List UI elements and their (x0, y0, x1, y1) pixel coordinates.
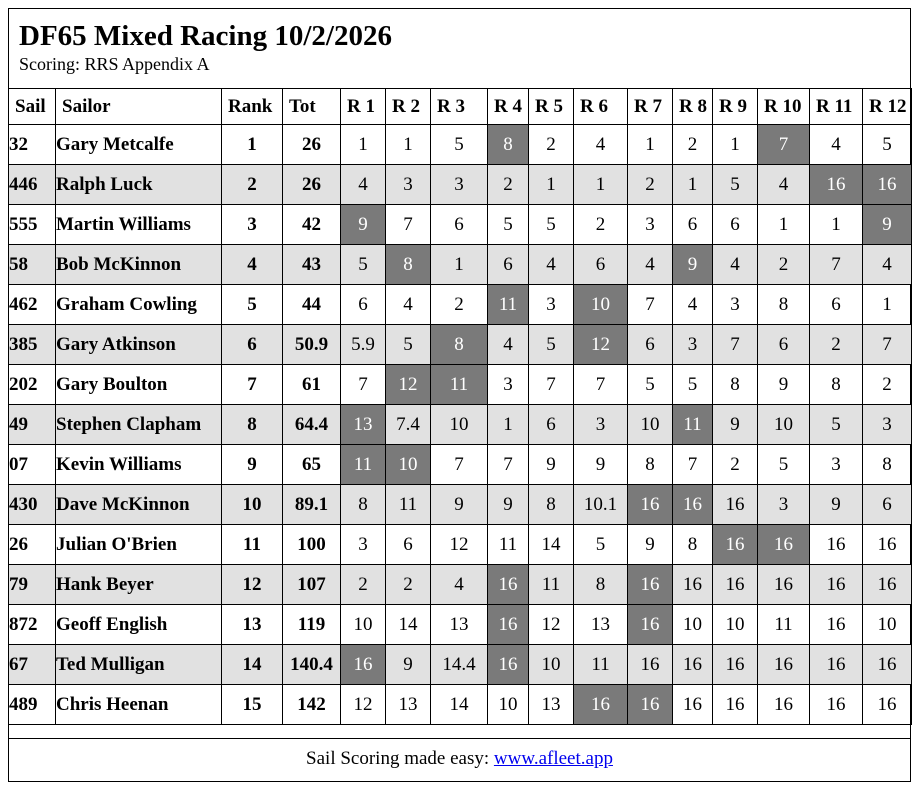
race-score-cell: 16 (863, 685, 912, 725)
discarded-race-score-cell: 16 (574, 685, 628, 725)
race-score-cell: 3 (431, 165, 488, 205)
race-score-cell: 5 (863, 125, 912, 165)
rank-cell: 9 (222, 445, 283, 485)
sail-number-cell: 555 (9, 205, 56, 245)
sail-number-cell: 446 (9, 165, 56, 205)
race-score-cell: 5 (529, 205, 574, 245)
race-score-cell: 16 (758, 645, 810, 685)
race-score-cell: 16 (713, 685, 758, 725)
race-score-cell: 7 (386, 205, 431, 245)
sail-number-cell: 202 (9, 365, 56, 405)
sail-number-cell: 489 (9, 685, 56, 725)
race-score-cell: 4 (863, 245, 912, 285)
race-score-cell: 7 (341, 365, 386, 405)
race-score-cell: 1 (386, 125, 431, 165)
table-row (9, 125, 912, 165)
discarded-race-score-cell: 9 (341, 205, 386, 245)
race-score-cell: 8 (810, 365, 863, 405)
discarded-race-score-cell: 16 (673, 485, 713, 525)
race-score-cell: 8 (713, 365, 758, 405)
race-score-cell: 3 (386, 165, 431, 205)
race-score-cell: 2 (431, 285, 488, 325)
column-header: R 12 (863, 89, 912, 125)
column-header: R 1 (341, 89, 386, 125)
scoring-subtitle: Scoring: RRS Appendix A (19, 54, 210, 74)
results-table (8, 88, 912, 725)
race-score-cell: 5 (386, 325, 431, 365)
discarded-race-score-cell: 16 (488, 565, 529, 605)
sailor-name-cell: Ralph Luck (56, 165, 222, 205)
race-score-cell: 16 (810, 525, 863, 565)
sailor-name-cell: Julian O'Brien (56, 525, 222, 565)
race-score-cell: 6 (529, 405, 574, 445)
race-score-cell: 11 (574, 645, 628, 685)
sailor-name-cell: Bob McKinnon (56, 245, 222, 285)
table-row (9, 565, 912, 605)
race-score-cell: 9 (810, 485, 863, 525)
race-score-cell: 10 (431, 405, 488, 445)
race-score-cell: 13 (386, 685, 431, 725)
race-score-cell: 13 (431, 605, 488, 645)
race-score-cell: 6 (863, 485, 912, 525)
sailor-name-cell: Hank Beyer (56, 565, 222, 605)
race-score-cell: 7 (574, 365, 628, 405)
discarded-race-score-cell: 16 (628, 605, 673, 645)
race-score-cell: 16 (673, 685, 713, 725)
race-score-cell: 10 (529, 645, 574, 685)
race-score-cell: 7 (488, 445, 529, 485)
header-row (9, 89, 912, 125)
column-header: R 2 (386, 89, 431, 125)
race-score-cell: 1 (713, 125, 758, 165)
race-score-cell: 12 (529, 605, 574, 645)
race-score-cell: 7.4 (386, 405, 431, 445)
table-row (9, 205, 912, 245)
total-cell: 140.4 (283, 645, 341, 685)
race-score-cell: 9 (574, 445, 628, 485)
race-score-cell: 6 (431, 205, 488, 245)
race-score-cell: 4 (574, 125, 628, 165)
race-score-cell: 8 (574, 565, 628, 605)
column-header: Sail (9, 89, 56, 125)
sailor-name-cell: Kevin Williams (56, 445, 222, 485)
table-row (9, 245, 912, 285)
discarded-race-score-cell: 16 (628, 685, 673, 725)
race-score-cell: 16 (810, 645, 863, 685)
race-score-cell: 6 (810, 285, 863, 325)
discarded-race-score-cell: 12 (386, 365, 431, 405)
total-cell: 61 (283, 365, 341, 405)
race-score-cell: 11 (529, 565, 574, 605)
race-score-cell: 4 (810, 125, 863, 165)
column-header: Sailor (56, 89, 222, 125)
race-score-cell: 5 (628, 365, 673, 405)
race-score-cell: 16 (713, 645, 758, 685)
total-cell: 142 (283, 685, 341, 725)
race-score-cell: 4 (529, 245, 574, 285)
race-score-cell: 8 (529, 485, 574, 525)
race-score-cell: 7 (673, 445, 713, 485)
sailor-name-cell: Gary Metcalfe (56, 125, 222, 165)
rank-cell: 7 (222, 365, 283, 405)
race-score-cell: 2 (529, 125, 574, 165)
table-row (9, 645, 912, 685)
discarded-race-score-cell: 16 (810, 165, 863, 205)
race-score-cell: 4 (758, 165, 810, 205)
column-header: R 11 (810, 89, 863, 125)
race-score-cell: 1 (574, 165, 628, 205)
race-score-cell: 3 (713, 285, 758, 325)
results-header (9, 9, 910, 88)
race-score-cell: 3 (628, 205, 673, 245)
race-score-cell: 2 (713, 445, 758, 485)
total-cell: 50.9 (283, 325, 341, 365)
race-score-cell: 16 (810, 605, 863, 645)
race-score-cell: 13 (574, 605, 628, 645)
race-score-cell: 6 (673, 205, 713, 245)
footer-text: Sail Scoring made easy: (306, 748, 494, 769)
sailor-name-cell: Graham Cowling (56, 285, 222, 325)
total-cell: 43 (283, 245, 341, 285)
discarded-race-score-cell: 10 (386, 445, 431, 485)
race-score-cell: 6 (713, 205, 758, 245)
results-frame (8, 8, 911, 782)
table-row (9, 525, 912, 565)
discarded-race-score-cell: 16 (628, 485, 673, 525)
rank-cell: 4 (222, 245, 283, 285)
race-score-cell: 14 (431, 685, 488, 725)
sail-number-cell: 32 (9, 125, 56, 165)
race-score-cell: 3 (574, 405, 628, 445)
race-score-cell: 6 (386, 525, 431, 565)
table-row (9, 365, 912, 405)
race-score-cell: 14.4 (431, 645, 488, 685)
table-row (9, 165, 912, 205)
race-score-cell: 8 (863, 445, 912, 485)
sail-number-cell: 462 (9, 285, 56, 325)
total-cell: 107 (283, 565, 341, 605)
discarded-race-score-cell: 11 (673, 405, 713, 445)
sail-number-cell: 58 (9, 245, 56, 285)
race-score-cell: 10 (713, 605, 758, 645)
race-score-cell: 7 (529, 365, 574, 405)
race-score-cell: 5.9 (341, 325, 386, 365)
race-score-cell: 9 (628, 525, 673, 565)
race-score-cell: 9 (529, 445, 574, 485)
race-score-cell: 10.1 (574, 485, 628, 525)
column-header: R 3 (431, 89, 488, 125)
race-score-cell: 2 (810, 325, 863, 365)
race-score-cell: 2 (758, 245, 810, 285)
sail-number-cell: 49 (9, 405, 56, 445)
race-score-cell: 6 (341, 285, 386, 325)
table-row (9, 325, 912, 365)
discarded-race-score-cell: 8 (386, 245, 431, 285)
total-cell: 64.4 (283, 405, 341, 445)
race-score-cell: 6 (758, 325, 810, 365)
footer (9, 738, 910, 781)
race-score-cell: 16 (758, 565, 810, 605)
sailor-name-cell: Ted Mulligan (56, 645, 222, 685)
total-cell: 89.1 (283, 485, 341, 525)
race-score-cell: 4 (673, 285, 713, 325)
race-score-cell: 7 (810, 245, 863, 285)
race-score-cell: 7 (863, 325, 912, 365)
race-score-cell: 16 (713, 485, 758, 525)
page-title: DF65 Mixed Racing 10/2/2026 (19, 20, 392, 52)
race-score-cell: 3 (810, 445, 863, 485)
sail-number-cell: 07 (9, 445, 56, 485)
rank-cell: 12 (222, 565, 283, 605)
total-cell: 26 (283, 165, 341, 205)
race-score-cell: 1 (673, 165, 713, 205)
discarded-race-score-cell: 12 (574, 325, 628, 365)
race-score-cell: 5 (810, 405, 863, 445)
rank-cell: 15 (222, 685, 283, 725)
discarded-race-score-cell: 9 (863, 205, 912, 245)
race-score-cell: 8 (628, 445, 673, 485)
race-score-cell: 9 (758, 365, 810, 405)
race-score-cell: 10 (628, 405, 673, 445)
race-score-cell: 3 (673, 325, 713, 365)
race-score-cell: 2 (673, 125, 713, 165)
race-score-cell: 10 (341, 605, 386, 645)
discarded-race-score-cell: 16 (341, 645, 386, 685)
race-score-cell: 16 (673, 645, 713, 685)
race-score-cell: 14 (529, 525, 574, 565)
race-score-cell: 5 (673, 365, 713, 405)
discarded-race-score-cell: 9 (673, 245, 713, 285)
race-score-cell: 5 (574, 525, 628, 565)
sailor-name-cell: Martin Williams (56, 205, 222, 245)
race-score-cell: 1 (628, 125, 673, 165)
total-cell: 42 (283, 205, 341, 245)
column-header: R 10 (758, 89, 810, 125)
rank-cell: 8 (222, 405, 283, 445)
column-header: R 6 (574, 89, 628, 125)
rank-cell: 6 (222, 325, 283, 365)
race-score-cell: 4 (488, 325, 529, 365)
column-header: Rank (222, 89, 283, 125)
discarded-race-score-cell: 11 (431, 365, 488, 405)
column-header: R 9 (713, 89, 758, 125)
race-score-cell: 10 (758, 405, 810, 445)
discarded-race-score-cell: 11 (341, 445, 386, 485)
sailor-name-cell: Gary Atkinson (56, 325, 222, 365)
discarded-race-score-cell: 10 (574, 285, 628, 325)
rank-cell: 10 (222, 485, 283, 525)
race-score-cell: 5 (529, 325, 574, 365)
race-score-cell: 2 (341, 565, 386, 605)
sail-number-cell: 79 (9, 565, 56, 605)
race-score-cell: 7 (628, 285, 673, 325)
race-score-cell: 4 (713, 245, 758, 285)
discarded-race-score-cell: 8 (488, 125, 529, 165)
sail-number-cell: 872 (9, 605, 56, 645)
race-score-cell: 1 (341, 125, 386, 165)
rank-cell: 2 (222, 165, 283, 205)
race-score-cell: 6 (574, 245, 628, 285)
sail-number-cell: 385 (9, 325, 56, 365)
rank-cell: 1 (222, 125, 283, 165)
race-score-cell: 16 (863, 645, 912, 685)
race-score-cell: 4 (628, 245, 673, 285)
race-score-cell: 16 (810, 685, 863, 725)
table-row (9, 285, 912, 325)
column-header: R 8 (673, 89, 713, 125)
race-score-cell: 9 (431, 485, 488, 525)
race-score-cell: 4 (431, 565, 488, 605)
discarded-race-score-cell: 16 (758, 525, 810, 565)
race-score-cell: 3 (758, 485, 810, 525)
race-score-cell: 2 (628, 165, 673, 205)
sailor-name-cell: Stephen Clapham (56, 405, 222, 445)
race-score-cell: 1 (488, 405, 529, 445)
race-score-cell: 6 (628, 325, 673, 365)
rank-cell: 5 (222, 285, 283, 325)
race-score-cell: 16 (863, 525, 912, 565)
table-row (9, 605, 912, 645)
race-score-cell: 10 (863, 605, 912, 645)
race-score-cell: 1 (863, 285, 912, 325)
race-score-cell: 5 (713, 165, 758, 205)
discarded-race-score-cell: 16 (713, 525, 758, 565)
race-score-cell: 1 (529, 165, 574, 205)
race-score-cell: 1 (758, 205, 810, 245)
race-score-cell: 9 (713, 405, 758, 445)
discarded-race-score-cell: 16 (488, 645, 529, 685)
race-score-cell: 8 (341, 485, 386, 525)
race-score-cell: 3 (529, 285, 574, 325)
total-cell: 119 (283, 605, 341, 645)
sail-number-cell: 430 (9, 485, 56, 525)
race-score-cell: 16 (810, 565, 863, 605)
race-score-cell: 8 (673, 525, 713, 565)
race-score-cell: 2 (574, 205, 628, 245)
sail-number-cell: 26 (9, 525, 56, 565)
race-score-cell: 5 (431, 125, 488, 165)
race-score-cell: 11 (386, 485, 431, 525)
race-score-cell: 5 (758, 445, 810, 485)
sailor-name-cell: Gary Boulton (56, 365, 222, 405)
table-row (9, 485, 912, 525)
total-cell: 100 (283, 525, 341, 565)
race-score-cell: 10 (488, 685, 529, 725)
race-score-cell: 11 (488, 525, 529, 565)
table-row (9, 685, 912, 725)
discarded-race-score-cell: 16 (628, 565, 673, 605)
race-score-cell: 8 (758, 285, 810, 325)
table-row (9, 405, 912, 445)
race-score-cell: 3 (488, 365, 529, 405)
rank-cell: 14 (222, 645, 283, 685)
race-score-cell: 2 (488, 165, 529, 205)
column-header: R 7 (628, 89, 673, 125)
total-cell: 44 (283, 285, 341, 325)
race-score-cell: 5 (488, 205, 529, 245)
race-score-cell: 12 (431, 525, 488, 565)
race-score-cell: 16 (758, 685, 810, 725)
table-row (9, 445, 912, 485)
rank-cell: 13 (222, 605, 283, 645)
discarded-race-score-cell: 7 (758, 125, 810, 165)
discarded-race-score-cell: 16 (863, 165, 912, 205)
sailor-name-cell: Dave McKinnon (56, 485, 222, 525)
total-cell: 65 (283, 445, 341, 485)
race-score-cell: 4 (386, 285, 431, 325)
race-score-cell: 9 (488, 485, 529, 525)
discarded-race-score-cell: 8 (431, 325, 488, 365)
column-header: R 4 (488, 89, 529, 125)
race-score-cell: 10 (673, 605, 713, 645)
race-score-cell: 16 (673, 565, 713, 605)
race-score-cell: 16 (628, 645, 673, 685)
race-score-cell: 12 (341, 685, 386, 725)
race-score-cell: 16 (863, 565, 912, 605)
race-score-cell: 3 (863, 405, 912, 445)
race-score-cell: 16 (713, 565, 758, 605)
sailor-name-cell: Geoff English (56, 605, 222, 645)
race-score-cell: 5 (341, 245, 386, 285)
sailor-name-cell: Chris Heenan (56, 685, 222, 725)
race-score-cell: 1 (431, 245, 488, 285)
race-score-cell: 6 (488, 245, 529, 285)
column-header: R 5 (529, 89, 574, 125)
rank-cell: 3 (222, 205, 283, 245)
race-score-cell: 1 (810, 205, 863, 245)
total-cell: 26 (283, 125, 341, 165)
discarded-race-score-cell: 16 (488, 605, 529, 645)
race-score-cell: 2 (863, 365, 912, 405)
discarded-race-score-cell: 13 (341, 405, 386, 445)
race-score-cell: 4 (341, 165, 386, 205)
rank-cell: 11 (222, 525, 283, 565)
sail-number-cell: 67 (9, 645, 56, 685)
race-score-cell: 9 (386, 645, 431, 685)
column-header: Tot (283, 89, 341, 125)
race-score-cell: 2 (386, 565, 431, 605)
race-score-cell: 11 (758, 605, 810, 645)
race-score-cell: 7 (431, 445, 488, 485)
race-score-cell: 13 (529, 685, 574, 725)
results-body (9, 125, 912, 725)
race-score-cell: 7 (713, 325, 758, 365)
afleet-link[interactable]: www.afleet.app (493, 748, 613, 769)
race-score-cell: 14 (386, 605, 431, 645)
discarded-race-score-cell: 11 (488, 285, 529, 325)
race-score-cell: 3 (341, 525, 386, 565)
